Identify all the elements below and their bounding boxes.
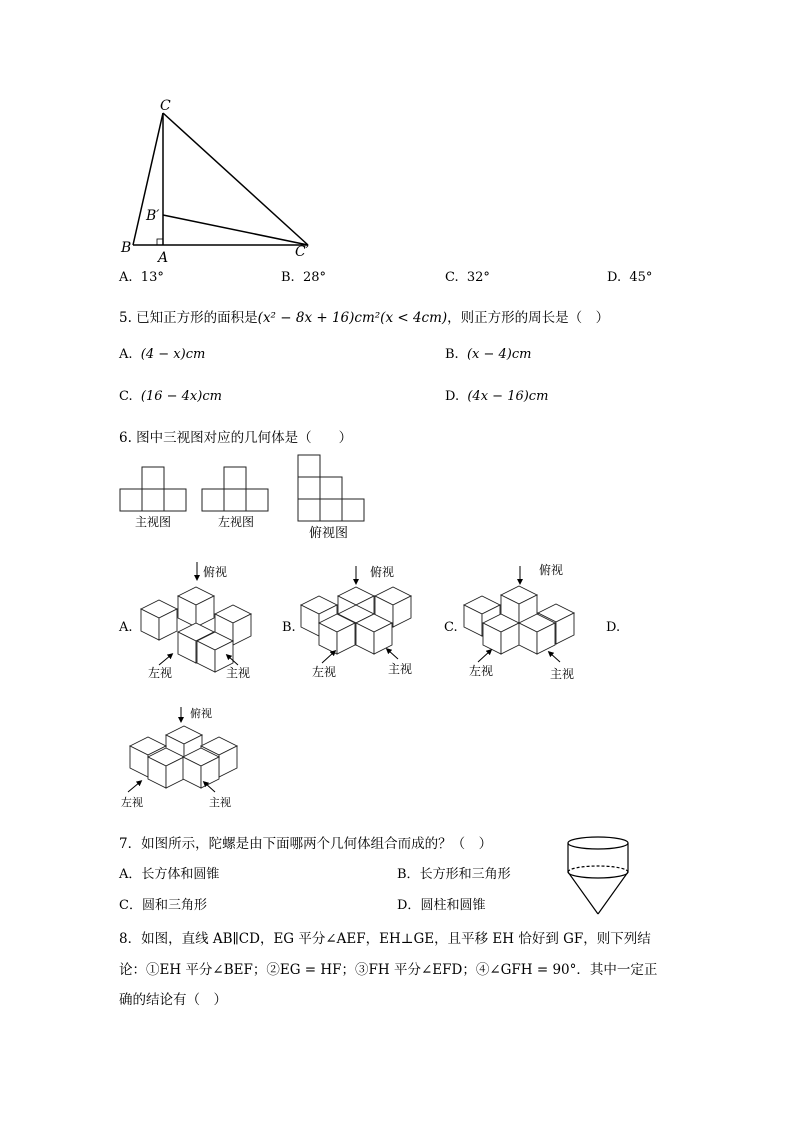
solid-a-top-label: 俯视 [203, 565, 228, 579]
q4-option-b: B. 28° [281, 270, 326, 285]
q7-option-d: D．圆柱和圆锥 [397, 898, 486, 913]
q8-line3: 确的结论有（ ） [119, 992, 227, 1008]
solid-a-front-label: 主视 [226, 666, 251, 680]
solid-c-top-label: 俯视 [539, 563, 564, 577]
q8-line2: 论：①EH 平分∠BEF；②EG = HF；③FH 平分∠EFD；④∠GFH = 90°．其中一定正 [119, 962, 658, 978]
label-c: C [160, 98, 171, 114]
q7-option-b: B．长方形和三角形 [397, 867, 511, 882]
q5-option-c: C. (16 − 4x)cm [119, 389, 222, 404]
q5-option-d: D. (4x − 16)cm [445, 389, 549, 404]
q5-option-b: B. (x − 4)cm [445, 347, 532, 362]
q8-line1: 8．如图，直线 AB∥CD，EG 平分∠AEF，EH⊥GE，且平移 EH 恰好到 GF，则下列结 [119, 931, 651, 947]
q6-option-d: D. [606, 620, 621, 635]
q4-option-a: A. 13° [119, 270, 164, 285]
label-a: A [158, 250, 169, 266]
q6-stem: 6. 图中三视图对应的几何体是（ ） [119, 430, 353, 446]
q6-option-c: C. [444, 620, 458, 635]
solid-c-front-label: 主视 [550, 667, 575, 681]
q7-option-a: A．长方体和圆锥 [119, 867, 220, 882]
solid-a-left-label: 左视 [148, 666, 173, 680]
label-c-prime: C′ [295, 244, 309, 260]
solid-d-front-label: 主视 [209, 796, 231, 809]
solid-b-front-label: 主视 [388, 662, 413, 676]
left-view-label: 左视图 [218, 515, 255, 529]
solid-b-left-label: 左视 [312, 665, 337, 679]
top-view-label: 俯视图 [309, 526, 349, 541]
solid-d-top-label: 俯视 [190, 707, 212, 720]
q5-option-a: A. (4 − x)cm [119, 347, 206, 362]
q4-option-c: C. 32° [445, 270, 490, 285]
label-b-prime: B′ [146, 208, 160, 224]
solid-c-left-label: 左视 [469, 664, 494, 678]
label-b: B [121, 240, 132, 256]
q7-option-c: C．圆和三角形 [119, 898, 207, 913]
q5-stem: 5. 已知正方形的面积是(x² − 8x + 16)cm²(x < 4cm)，则正方形的周长是（ ） [119, 310, 610, 326]
solid-d-left-label: 左视 [121, 796, 143, 809]
q6-option-b: B. [282, 620, 296, 635]
solid-b-top-label: 俯视 [370, 565, 395, 579]
front-view-label: 主视图 [135, 515, 172, 529]
q6-option-a: A. [119, 620, 133, 635]
q4-option-d: D. 45° [607, 270, 653, 285]
q7-stem: 7．如图所示，陀螺是由下面哪两个几何体组合而成的？（ ） [119, 836, 493, 852]
